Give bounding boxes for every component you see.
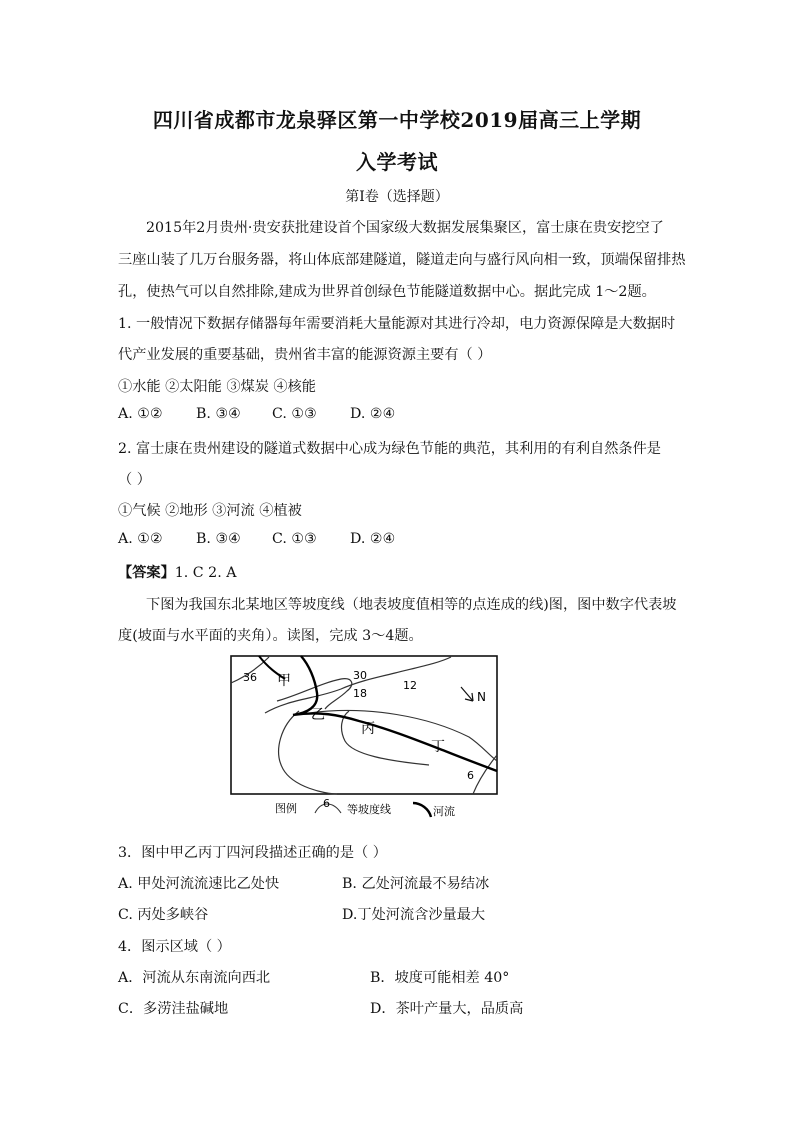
q2-option-a[interactable]: A. ①② bbox=[118, 531, 163, 547]
legend-river-label: 河流 bbox=[433, 805, 455, 818]
q1-option-b[interactable]: B. ③④ bbox=[196, 406, 241, 422]
passage2-line1: 下图为我国东北某地区等坡度线（地表坡度值相等的点连成的线)图，图中数字代表坡 bbox=[146, 597, 677, 613]
q1-option-a[interactable]: A. ①② bbox=[118, 406, 163, 422]
north-label: N bbox=[477, 690, 486, 704]
section-heading: 第Ⅰ卷（选择题） bbox=[345, 189, 449, 205]
q3-option-c[interactable]: C. 丙处多峡谷 bbox=[118, 907, 209, 923]
contour-line-12 bbox=[265, 657, 451, 713]
legend-title: 图例 bbox=[275, 802, 297, 815]
legend-contour-label: 等坡度线 bbox=[347, 803, 391, 816]
q3-stem: 3．图中甲乙丙丁四河段描述正确的是（ ） bbox=[118, 845, 387, 861]
q4-option-a[interactable]: A．河流从东南流向西北 bbox=[118, 970, 271, 986]
q3-option-d[interactable]: D.丁处河流含沙量最大 bbox=[342, 907, 486, 923]
contour-label-12: 12 bbox=[403, 679, 417, 692]
contour-line-inner bbox=[279, 711, 337, 794]
q2-option-d[interactable]: D. ②④ bbox=[350, 531, 396, 547]
contour-label-6: 6 bbox=[467, 769, 474, 782]
place-label-jia: 甲 bbox=[277, 673, 291, 689]
answer-row bbox=[118, 562, 236, 582]
place-label-ding: 丁 bbox=[431, 739, 445, 755]
q3-option-b[interactable]: B. 乙处河流最不易结冰 bbox=[342, 876, 490, 892]
slope-contour-map bbox=[229, 655, 501, 823]
q1-option-d[interactable]: D. ②④ bbox=[350, 406, 396, 422]
q1-stem-line1: 1. 一般情况下数据存储器每年需要消耗大量能源对其进行冷却，电力资源保障是大数据时 bbox=[118, 316, 676, 332]
passage2-line2: 度(坡面与水平面的夹角）。读图，完成 3～4题。 bbox=[118, 628, 423, 644]
contour-label-18: 18 bbox=[353, 687, 367, 700]
q2-option-b[interactable]: B. ③④ bbox=[196, 531, 241, 547]
answer-label: 【答案】 bbox=[118, 565, 175, 581]
q3-option-a[interactable]: A. 甲处河流流速比乙处快 bbox=[118, 876, 280, 892]
q2-stem-line2: （ ） bbox=[118, 472, 151, 488]
exam-title-line2: 入学考试 bbox=[356, 150, 438, 174]
exam-title-line1: 四川省成都市龙泉驿区第一中学校2019届高三上学期 bbox=[152, 108, 642, 132]
passage1-line2: 三座山装了几万台服务器，将山体底部建隧道，隧道走向与盛行风向相一致，顶端保留排热 bbox=[118, 252, 686, 268]
legend-contour-value: 6 bbox=[323, 797, 330, 810]
q2-items: ①气候 ②地形 ③河流 ④植被 bbox=[118, 503, 302, 519]
q4-option-b[interactable]: B．坡度可能相差 40° bbox=[370, 970, 510, 986]
contour-line-6 bbox=[473, 755, 497, 794]
legend-river-icon bbox=[413, 803, 431, 817]
place-label-yi: 乙 bbox=[311, 707, 325, 723]
contour-label-36: 36 bbox=[243, 671, 257, 684]
q2-stem-line1: 2. 富士康在贵州建设的隧道式数据中心成为绿色节能的典范，其利用的有利自然条件是 bbox=[118, 441, 661, 457]
q4-option-c[interactable]: C．多涝洼盐碱地 bbox=[118, 1001, 229, 1017]
answer-text: 1. C 2. A bbox=[174, 565, 237, 581]
place-label-bing: 丙 bbox=[361, 721, 375, 737]
passage1-line3: 孔，使热气可以自然排除,建成为世界首创绿色节能隧道数据中心。据此完成 1～2题。 bbox=[118, 284, 656, 300]
q4-option-d[interactable]: D．茶叶产量大，品质高 bbox=[370, 1001, 524, 1017]
contour-label-30: 30 bbox=[353, 669, 367, 682]
passage1-line1: 2015年2月贵州·贵安获批建设首个国家级大数据发展集聚区，富士康在贵安挖空了 bbox=[146, 220, 664, 236]
q1-items: ①水能 ②太阳能 ③煤炭 ④核能 bbox=[118, 379, 316, 395]
q4-stem: 4．图示区域（ ） bbox=[118, 939, 231, 955]
q1-stem-line2: 代产业发展的重要基础，贵州省丰富的能源资源主要有（ ） bbox=[118, 347, 492, 363]
q2-option-c[interactable]: C. ①③ bbox=[272, 531, 317, 547]
q1-option-c[interactable]: C. ①③ bbox=[272, 406, 317, 422]
